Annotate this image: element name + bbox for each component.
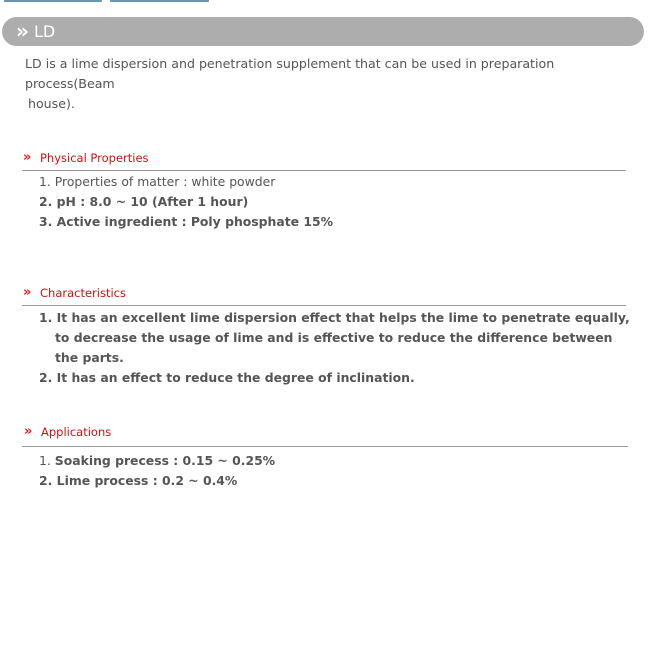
product-title-bar <box>2 17 644 46</box>
list-item <box>39 471 275 491</box>
section-divider <box>22 170 626 171</box>
product-description <box>25 54 635 114</box>
section-divider <box>22 305 626 306</box>
list-item: 1. It has an excellent lime dispersion effect that helps the lime to penetrate equally, <box>39 310 630 325</box>
item-text: Lime process : 0.2 ~ 0.4% <box>56 473 238 488</box>
list-item <box>39 451 275 471</box>
description-line-1: LD is a lime dispersion and penetration supplement that can be used in preparation process(Beam <box>25 56 555 91</box>
item-text: Soaking precess : 0.15 ~ 0.25% <box>54 453 276 468</box>
list-item: 2. pH : 8.0 ~ 10 (After 1 hour) <box>39 194 249 209</box>
item-number: 1. <box>39 453 51 468</box>
section-heading: Characteristics <box>40 286 126 300</box>
section-divider <box>22 446 628 447</box>
section-heading: Physical Properties <box>40 151 149 165</box>
tab-2[interactable] <box>110 0 209 2</box>
item-number: 2. <box>39 473 53 488</box>
physical-properties-list <box>39 172 333 232</box>
list-item-continuation: the parts. <box>55 350 124 365</box>
double-chevron-right-icon: » <box>16 19 26 43</box>
list-item: 2. It has an effect to reduce the degree of inclination. <box>39 370 415 385</box>
list-item-continuation: to decrease the usage of lime and is effective to reduce the difference between <box>55 330 613 345</box>
product-title: LD <box>34 22 56 41</box>
description-line-2: house). <box>28 96 75 111</box>
section-heading: Applications <box>41 425 112 439</box>
characteristics-list <box>39 308 630 388</box>
tab-1[interactable] <box>4 0 102 2</box>
applications-list <box>39 451 275 491</box>
list-item: 1. Properties of matter : white powder <box>39 174 276 189</box>
list-item: 3. Active ingredient : Poly phosphate 15% <box>39 214 333 229</box>
double-chevron-right-icon: » <box>24 424 31 439</box>
double-chevron-right-icon: » <box>23 285 30 300</box>
double-chevron-right-icon: » <box>23 150 30 165</box>
